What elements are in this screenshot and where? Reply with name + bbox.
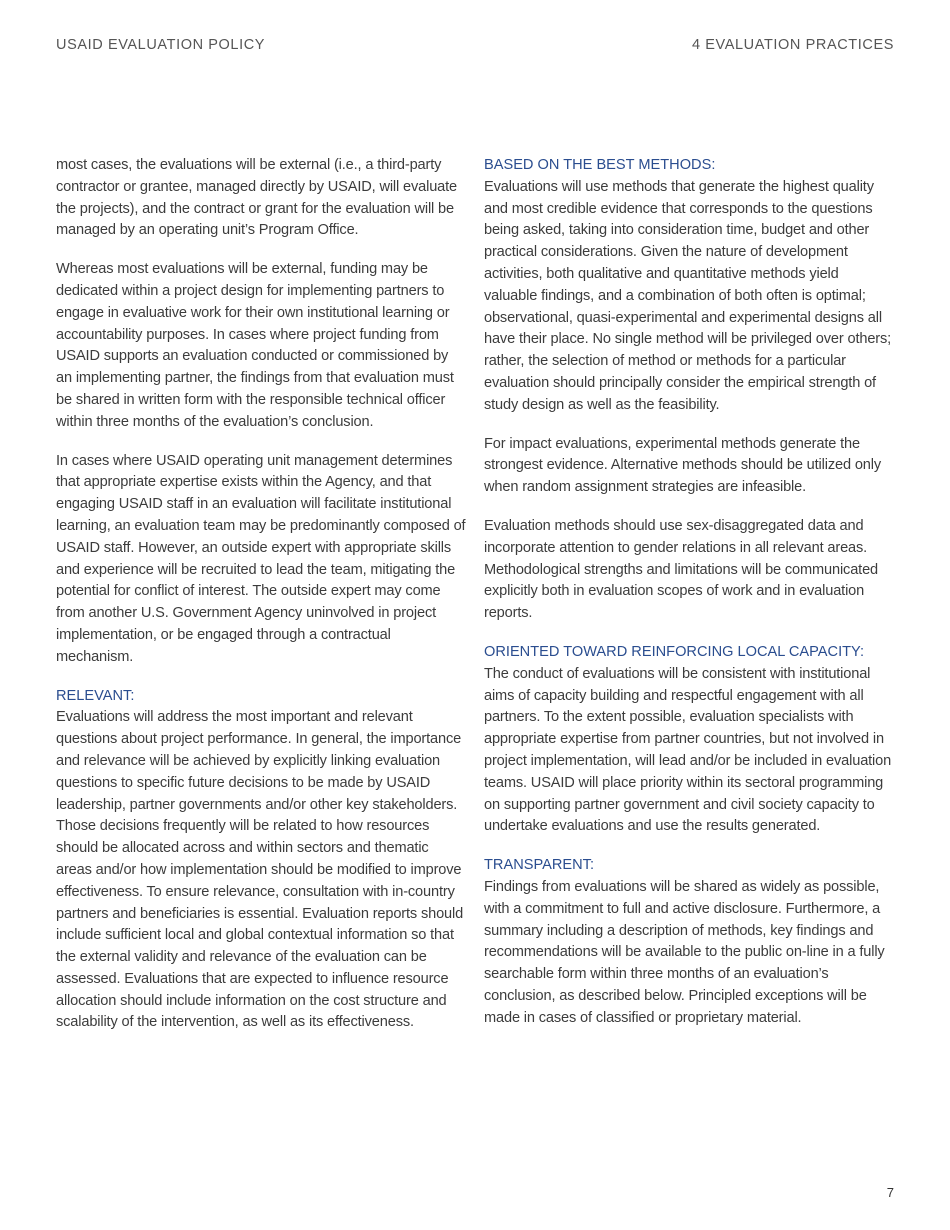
heading-best-methods: BASED ON THE BEST METHODS: xyxy=(484,157,716,173)
heading-local-capacity: ORIENTED TOWARD REINFORCING LOCAL CAPACITY: xyxy=(484,643,865,660)
heading-transparent: TRANSPARENT: xyxy=(484,857,595,874)
left-column xyxy=(56,155,466,1051)
page-number: 7 xyxy=(886,1185,894,1200)
running-header-section: 4 EVALUATION PRACTICES xyxy=(691,37,894,53)
paragraph-impact-evaluations: For impact evaluations, experimental methods generate the strongest evidence. Alternative methods should be utilized only when random assignment strategies are infeasible. xyxy=(484,435,881,496)
running-header-title: USAID EVALUATION POLICY xyxy=(56,37,266,53)
paragraph-usaid-staff: In cases where USAID operating unit management determines that appropriate expertise exists within the Agency, and that engaging USAID staff in an evaluation will facilitate institutional learning, an evaluation team may be predominantly composed of USAID staff. However, an outside expert with appropriate skills and experience will be recruited to lead the team, mitigating the potential for conflict of interest. The outside expert may come from another U.S. Government Agency uninvolved in project implementation, or be engaged through a contractual mechanism. xyxy=(56,452,466,665)
paragraph-relevant: Evaluations will address the most important and relevant questions about project performance. In general, the importance and relevance will be achieved by explicitly linking evaluation questions to specific future decisions to be made by USAID leadership, partner governments and/or other key stakeholders. Those decisions frequently will be related to how resources should be allocated across and within sectors and thematic areas and/or how implementation should be modified to improve effectiveness. To ensure relevance, consultation with in-country partners and beneficiaries is essential. Evaluation reports should include sufficient local and global contextual information so that the external validity and relevance of the evaluation can be assessed. Evaluations that are expected to influence resource allocation should include information on the cost structure and scalability of the intervention, as well as its effectiveness. xyxy=(56,709,464,1031)
heading-relevant: RELEVANT: xyxy=(56,687,135,704)
right-column xyxy=(484,155,894,1046)
paragraph-best-methods: Evaluations will use methods that generate the highest quality and most credible evidence that corresponds to the questions being asked, taking into consideration time, budget and other practical considerations. Given the nature of development activities, both qualitative and quantitative methods yield valuable findings, and a combination of both often is optimal; observational, quasi-experimental and experimental designs all have their place. No single method will be privileged over others; rather, the selection of method or methods for a particular evaluation should principally consider the empirical strength of study design as well as the feasibility. xyxy=(484,178,892,413)
paragraph-implementing-partners: Whereas most evaluations will be external, funding may be dedicated within a project design for implementing partners to engage in evaluative work for their own institutional learning or accountability purposes. In cases where project funding from USAID supports an evaluation conducted or commissioned by an implementing partner, the findings from that evaluation must be shared in written form with the responsible technical officer within three months of the evaluation’s conclusion. xyxy=(56,261,454,430)
paragraph-sex-disaggregated: Evaluation methods should use sex-disaggregated data and incorporate attention to gender relations in all relevant areas. Methodological strengths and limitations will be communicated explicitly both in evaluation scopes of work and in evaluation reports. xyxy=(484,517,879,622)
paragraph-local-capacity: The conduct of evaluations will be consistent with institutional aims of capacity building and respectful engagement with all partners. To the extent possible, evaluation specialists with appropriate expertise from partner countries, but not involved in project implementation, will lead and/or be included in evaluation teams. USAID will place priority within its sectoral programming on supporting partner government and civil society capacity to undertake evaluations and use the results generated. xyxy=(484,665,892,835)
paragraph-transparent: Findings from evaluations will be shared as widely as possible, with a commitment to full and active disclosure. Furthermore, a summary including a description of methods, key findings and recommendations will be available to the public on-line in a fully searchable form within three months of an evaluation’s conclusion, as described below. Principled exceptions will be made in cases of classified or proprietary material. xyxy=(484,878,885,1026)
paragraph-external-evaluations: most cases, the evaluations will be external (i.e., a third-party contractor or grantee, managed directly by USAID, will evaluate the projects), and the contract or grant for the evaluation will be managed by an operating unit’s Program Office. xyxy=(56,157,457,239)
